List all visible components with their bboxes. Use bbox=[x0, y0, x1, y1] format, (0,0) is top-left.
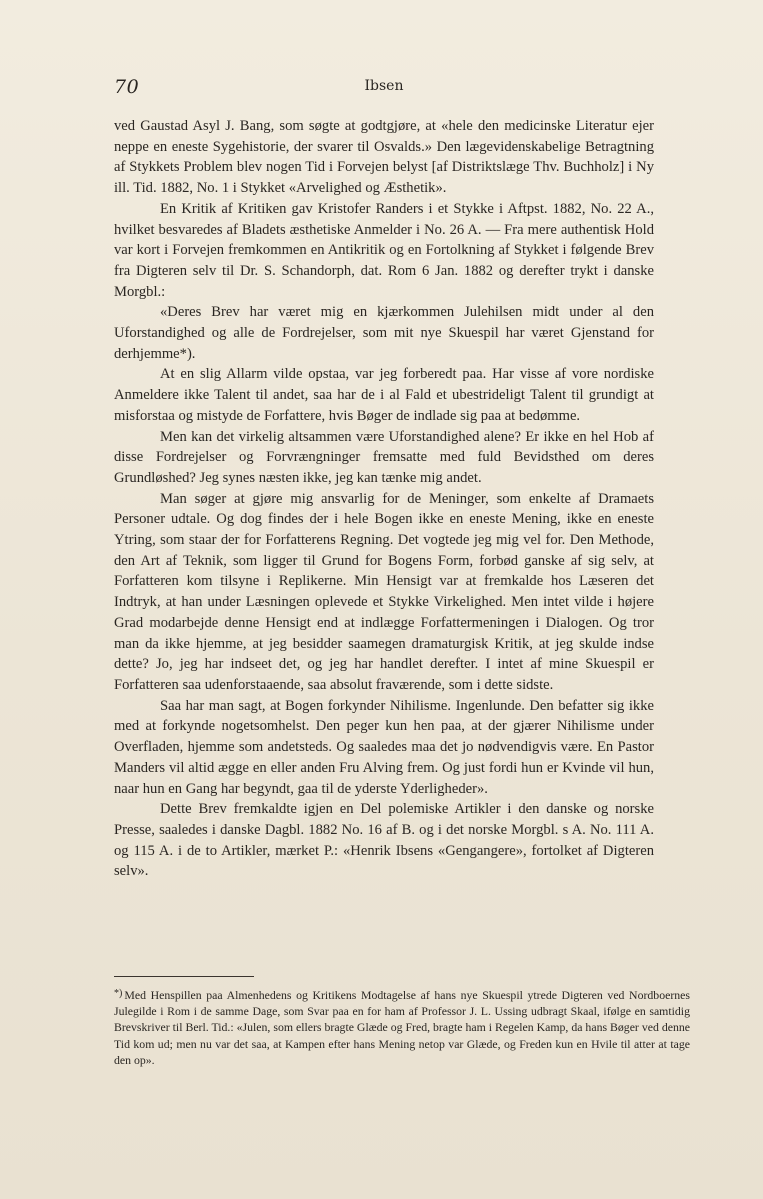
footnote-divider bbox=[114, 976, 254, 977]
paragraph: Dette Brev fremkaldte igjen en Del polemiske Artikler i den danske og norske Presse, saaledes i danske Dagbl. 1882 No. 16 af B. og i det norske Morgbl. s A. No. 111 A. og 115 A. i de to Artikler, mærket P.: «Henrik Ibsens «Gengangere», fortolket af Digteren selv». bbox=[114, 801, 654, 880]
footnote-text: Med Henspillen paa Almenhedens og Kritikens Modtagelse af hans nye Skuespil ytrede Digteren ved Nordboernes Julegilde i Rom i de samme Dage, som Svar paa en for ham af Professor J. L. Ussing udbragt Skaal, ifølge en samtidig Brevskriver til Berl. Tid.: «Julen, som ellers bragte Glæde og Fred, bragte ham i Regelen Kamp, da hans Bøger ved denne Tid kom ud; men nu var det saa, at Kampen efter hans Mening netop var Glæde, og Freden kun en Hvile til atter at tage den op». bbox=[114, 988, 690, 1067]
footnote-marker: *) bbox=[114, 988, 123, 999]
paragraph: En Kritik af Kritiken gav Kristofer Randers i et Stykke i Aftpst. 1882, No. 22 A., hvilket besvaredes af Bladets æsthetiske Anmelder i No. 26 A. — Fra mere authentisk Hold var kort i Forvejen fremkommen en Antikritik og en Fortolkning af Stykket i følgende Brev fra Digteren selv til Dr. S. Schandorph, dat. Rom 6 Jan. 1882 og derefter trykt i danske Morgbl.: bbox=[114, 200, 654, 300]
footnote bbox=[114, 986, 690, 1068]
running-head: Ibsen bbox=[364, 78, 404, 94]
page-header bbox=[114, 76, 654, 100]
page-number: 70 bbox=[114, 76, 140, 98]
paragraph: Man søger at gjøre mig ansvarlig for de Meninger, som enkelte af Dramaets Personer udtale. Og dog findes der i hele Bogen ikke en eneste Mening, ikke en eneste Ytring, som staar der for Forfatterens Regning. Det vogtede jeg mig vel for. Den Methode, den Art af Teknik, som ligger til Grund for Bogens Form, forbød ganske af sig selv, at Forfatteren kom tilsyne i Replikerne. Min Hensigt var at fremkalde hos Læseren det Indtryk, at han under Læsningen oplevede et Stykke Virkelighed. Men intet vilde i højere Grad modarbejde denne Hensigt end at indlægge Forfattermeningen i Dialogen. Og tror man da ikke hjemme, at jeg besidder saamegen dramaturgisk Kritik, at jeg skulde indse dette? Jo, jeg har indseet det, og jeg har handlet derefter. I intet af mine Skuespil er Forfatteren saa udenforstaaende, saa absolut fraværende, som i dette sidste. bbox=[114, 490, 654, 693]
paragraph: At en slig Allarm vilde opstaa, var jeg forberedt paa. Har visse af vore nordiske Anmeldere ikke Talent til andet, saa har de i al Fald et ubestrideligt Talent til grundigt at misforstaa og mistyde de Forfattere, hvis Bøger de indlade sig paa at bedømme. bbox=[114, 366, 654, 424]
paragraph: ved Gaustad Asyl J. Bang, som søgte at godtgjøre, at «hele den medicinske Literatur ejer neppe en eneste Sygehistorie, der svarer til Osvalds.» Den lægevidenskabelige Betragtning af Stykkets Problem blev nogen Tid i Forvejen belyst [af Distriktslæge Thv. Buchholz] i Ny ill. Tid. 1882, No. 1 i Stykket «Arvelighed og Æsthetik». bbox=[114, 118, 654, 197]
paragraph: Men kan det virkelig altsammen være Uforstandighed alene? Er ikke en hel Hob af disse Fordrejelser og Forvrængninger fremsatte med fuld Bevidsthed om deres Grundløshed? Jeg synes næsten ikke, jeg kan tænke mig andet. bbox=[114, 428, 654, 486]
body-text bbox=[114, 116, 654, 882]
paragraph: «Deres Brev har været mig en kjærkommen Julehilsen midt under al den Uforstandighed og alle de Fordrejelser, som mit nye Skuespil har været Gjenstand for derhjemme*). bbox=[114, 304, 654, 362]
paragraph: Saa har man sagt, at Bogen forkynder Nihilisme. Ingenlunde. Den befatter sig ikke med at forkynde nogetsomhelst. Den peger kun hen paa, at der gjærer Nihilisme under Overfladen, hjemme som andetsteds. Og saaledes maa det jo nødvendigvis være. En Pastor Manders vil altid ægge en eller anden Fru Alving frem. Og just fordi hun er Kvinde vil hun, naar hun en Gang har begyndt, gaa til de yderste Yderligheder». bbox=[114, 697, 654, 797]
